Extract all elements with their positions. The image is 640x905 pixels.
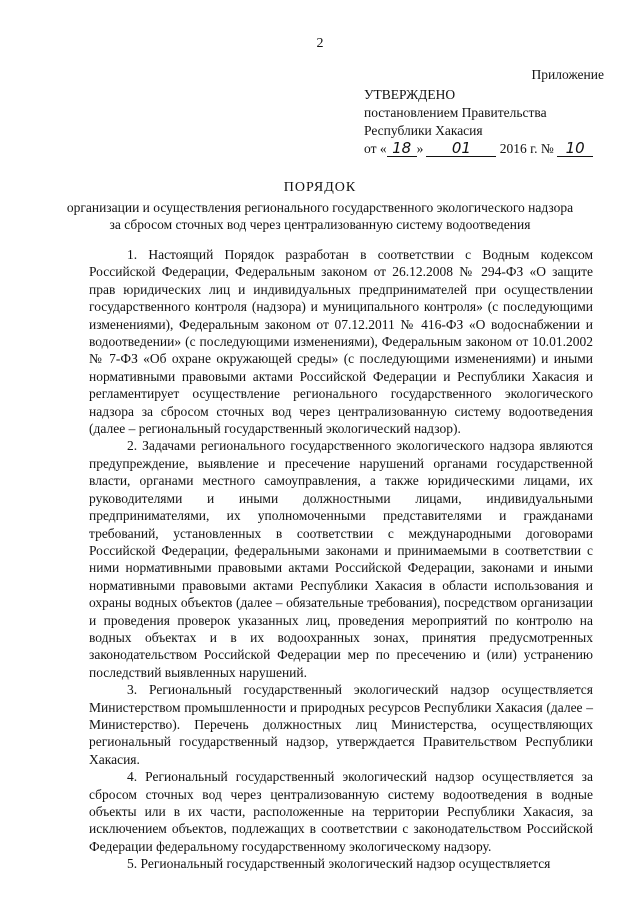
paragraph-2: 2. Задачами регионального государственного экологического надзора являются предупреждение, выявление и пресечение нарушений органами государственной власти, органами местного самоуправления, а также юридическими лицами, их руководителями и иными должностными лицами, индивидуальными предпринимателями, их уполномоченными представителями и гражданами требований, установленных в соответствии с международными договорами Российской Федерации, федеральными законами и принимаемыми в соответствии с ними нормативными правовыми актами Российской Федерации, законами и иными нормативными правовыми актами Республики Хакасия в области использования и охраны водных объектов (далее – обязательные требования), посредством организации и проведения проверок указанных лиц, проведения мероприятий по контролю на водных объектах и в их водоохранных зонах, принятия предусмотренных законодательством Российской Федерации мер по пресечению и (или) устранению последствий выявленных нарушений. bbox=[89, 438, 593, 680]
document-subtitle: организации и осуществления регионального государственного экологического надзора за сбросом сточных вод через централизованную систему водоотведения bbox=[66, 200, 574, 232]
paragraph-5: 5. Региональный государственный экологический надзор осуществляется bbox=[127, 856, 551, 872]
approval-block bbox=[364, 66, 604, 158]
paragraph-1: 1. Настоящий Порядок разработан в соответствии с Водным кодексом Российской Федерации, Федеральным законом от 26.12.2008 № 294-ФЗ «О защите прав юридических лиц и индивидуальных предпринимателей при осуществлении государственного контроля (надзора) и муниципального контроля» (с последующими изменениями), Федеральным законом от 07.12.2011 № 416-ФЗ «О водоснабжении и водоотведении» (с последующими изменениями), Федеральным законом от 10.01.2002 № 7-ФЗ «Об охране окружающей среды» (с последующими изменениями) и иными нормативными правовыми актами Российской Федерации и Республики Хакасия и регламентирует осуществление регионального государственного экологического надзора за сбросом сточных вод через централизованную систему водоотведения (далее – региональный государственный экологический надзор). bbox=[89, 247, 593, 437]
date-mid: » bbox=[416, 141, 424, 156]
approval-date-line bbox=[364, 140, 604, 158]
date-year: 2016 г. № bbox=[499, 141, 554, 156]
approved-label: УТВЕРЖДЕНО bbox=[364, 87, 456, 102]
document-number: 10 bbox=[557, 141, 593, 157]
paragraph-3: 3. Региональный государственный экологический надзор осуществляется Министерством промышленности и природных ресурсов Республики Хакасия (далее – Министерство). Перечень должностных лиц Министерства, осуществляющих региональный государственный надзор, утверждается Правительством Республики Хакасия. bbox=[89, 682, 593, 767]
document-title: ПОРЯДОК bbox=[283, 180, 357, 195]
date-day: 18 bbox=[387, 141, 417, 157]
approval-line-1: постановлением Правительства bbox=[364, 105, 547, 120]
document-body bbox=[89, 246, 593, 873]
page-number: 2 bbox=[316, 36, 324, 51]
date-month: 01 bbox=[426, 141, 496, 157]
paragraph-4: 4. Региональный государственный экологический надзор осуществляется за сбросом сточных вод через централизованную систему водоотведения в водные объекты или в их части, расположенные на территории Республики Хакасия, за исключением объектов, подлежащих в соответствии с законодательством Российской Федерации федеральному государственному экологическому надзору. bbox=[89, 769, 593, 854]
approval-line-2: Республики Хакасия bbox=[364, 123, 483, 138]
date-prefix: от « bbox=[364, 141, 387, 156]
appendix-label: Приложение bbox=[531, 67, 604, 82]
